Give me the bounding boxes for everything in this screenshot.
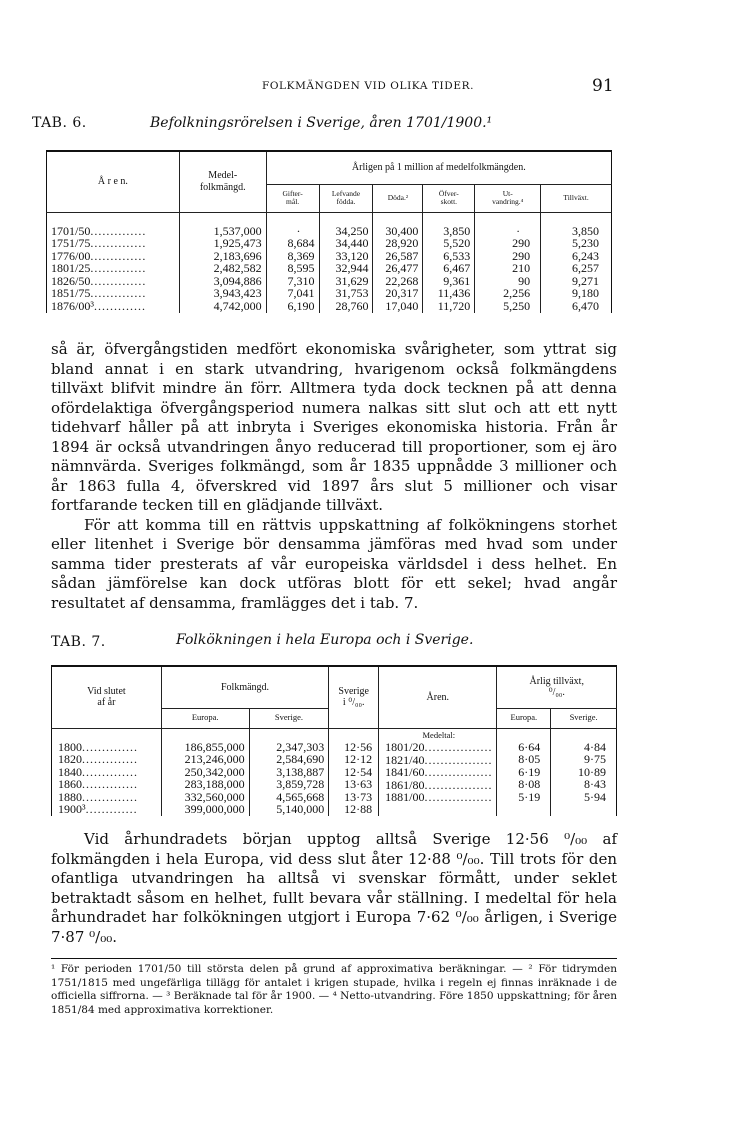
tab6-col-gifter: Gifter- mål. (266, 184, 319, 212)
page-number: 91 (592, 76, 614, 96)
tab6-gifter-col: · 8,684 8,369 8,595 7,310 7,041 6,190 (266, 212, 319, 313)
tab7-col-arlig-tillvaxt: Årlig tillväxt, ⁰/₀₀. (497, 666, 617, 708)
table-row: 1861/80................. (385, 777, 493, 792)
footnotes (51, 963, 617, 1017)
tab7-title: Folkökningen i hela Europa och i Sverige. (176, 632, 474, 648)
tab6-doda-col: 30,400 28,920 26,587 26,477 22,268 20,317 17,040 (373, 212, 423, 313)
tab7-europa-col: 186,855,000 213,246,000 250,342,000 283,188,000 332,560,000 399,000,000 (161, 728, 249, 816)
tab6-table (46, 150, 612, 313)
medeltal-label: Medeltal: (422, 729, 456, 740)
footnote-text: ¹ För perioden 1701/50 till största delen på grund af approximativa beräkningar. — ² För tidrymden 1751/1815 med ungefärliga tillägg för antalet i krigen stupade, hvilka i regeln ej finnas inräknade i de officiella siffrorna. — ³ Beräknade tal för år 1900. — ⁴ Netto-utvandring. Före 1850 uppskattning; för åren 1851/84 med approximativa korrektioner. (51, 963, 617, 1016)
table-row: 1801/20................. (385, 740, 493, 755)
paragraph-text: så är, öfvergångstiden medfört ekonomiska svårigheter, som yttrat sig bland annat i en stark utvandring, hvarigenom också folkmängdens tillväxt blifvit mindre än förr. Alltmera tyda dock tecknen på att denna ofördelaktiga öfvergångsperiod numera nalkas sitt slut och att ett nytt tidehvarf håller på att inbryta i Sveriges ekonomiska historia. Från år 1894 är också utvandringen ånyo reducerad till proportioner, som ej äro nämnvärda. Sveriges folkmängd, som år 1835 uppnådde 3 millioner och år 1863 fulla 4, öfverskred vid 1897 års slut 5 millioner och visar fortfarande tecken till en glädjande tillväxt. (51, 340, 617, 514)
paragraph-text: Vid århundradets början upptog alltså Sverige 12·56 ⁰/₀₀ af folkmängden i hela Europa, vid dess slut åter 12·88 ⁰/₀₀. Till trots för den ofantliga utvandringen ha alltså vi svenskar förmått, under seklet betraktadt såsom en helhet, fullt bevara vår ställning. I medeltal för hela århundradet har folkökningen utgjort i Europa 7·62 ⁰/₀₀ årligen, i Sverige 7·87 ⁰/₀₀. (51, 830, 617, 946)
running-title: FOLKMÄNGDEN VID OLIKA TIDER. (261, 80, 475, 92)
tab7-col-sverige-2: Sverige. (551, 708, 617, 728)
tab7-table (51, 665, 617, 816)
tab6-col-tillvaxt: Tillväxt. (541, 184, 612, 212)
tab7-sverige-col: 2,347,303 2,584,690 3,138,887 3,859,728 4,565,668 5,140,000 (249, 728, 329, 816)
tab7-col-sverige: Sverige. (249, 708, 329, 728)
table-row: 1751/75.............. (51, 236, 147, 251)
tab6-col-utvandring: Ut- vandring.⁴ (475, 184, 541, 212)
table-row: 1820.............. (58, 752, 138, 767)
tab6-tillvaxt-col: 3,850 5,230 6,243 6,257 9,271 9,180 6,470 (541, 212, 612, 313)
tab7-col-sverige-permille: Sverige i ⁰/₀₀. (329, 666, 379, 728)
table-row: 1821/40................. (385, 752, 493, 767)
tab6-col-ofverskott: Öfver- skott. (423, 184, 475, 212)
tab7-col-vid-slutet: Vid slutet af år (52, 666, 162, 728)
tab7-col-europa-2: Europa. (497, 708, 551, 728)
table-row: 1701/50.............. (51, 223, 147, 238)
body-paragraph-3 (51, 830, 617, 947)
tab6-col-lefvande: Lefvande födda. (319, 184, 373, 212)
tab6-group-header: Årligen på 1 million af medelfolkmängden. (266, 151, 611, 184)
footnote-rule (51, 958, 617, 959)
tab6-years-col (47, 212, 180, 313)
table-row: 1801/25.............. (51, 261, 147, 276)
tab7-year-col (52, 728, 162, 816)
table-row: 1876/00³............. (51, 299, 146, 314)
tab7-col-europa: Europa. (161, 708, 249, 728)
tab6-lefvande-col: 34,250 34,440 33,120 32,944 31,629 31,753 28,760 (319, 212, 373, 313)
table-row: 1826/50.............. (51, 273, 147, 288)
tab7-label: TAB. 7. (51, 634, 106, 650)
table-row: 1776/00.............. (51, 248, 147, 263)
table-row: 1860.............. (58, 777, 138, 792)
tab7-arlig-europa-col: 6·64 8·05 6·19 8·08 5·19 (497, 728, 551, 816)
table-row: 1841/60................. (385, 765, 493, 780)
tab7-col-folkmangd: Folkmängd. (161, 666, 328, 708)
table-row: 1851/75.............. (51, 286, 147, 301)
table-row: 1800.............. (58, 739, 138, 754)
tab6-medel-col: 1,537,000 1,925,473 2,183,696 2,482,582 3,094,886 3,943,423 4,742,000 (179, 212, 266, 313)
paragraph-text: För att komma till en rättvis uppskattning af folkökningens storhet eller litenhet i Sverige bör densamma jämföras med hvad som under samma tider presterats af vår europeiska världsdel i dess helhet. En sådan jämförelse kan dock utföras blott för ett sekel; hvad angår resultatet af densamma, framlägges det i tab. 7. (51, 515, 617, 612)
tab6-col-doda: Döda.² (373, 184, 423, 212)
tab7-permille-col: 12·56 12·12 12·54 13·63 13·73 12·88 (329, 728, 379, 816)
tab7-arlig-sverige-col: 4·84 9·75 10·89 8·43 5·94 (551, 728, 617, 816)
tab7-col-aren: Åren. (379, 666, 497, 728)
table-row: 1840.............. (58, 764, 138, 779)
table-row: 1880.............. (58, 789, 138, 804)
body-paragraph-1 (51, 340, 617, 613)
tab6-col-medel: Medel- folkmängd. (179, 151, 266, 212)
tab6-title: Befolkningsrörelsen i Sverige, åren 1701/1900.¹ (150, 115, 493, 131)
tab6-col-years: Å r e n. (47, 151, 180, 212)
tab6-label: TAB. 6. (32, 115, 87, 131)
tab6-utvandring-col: · 290 290 210 90 2,256 5,250 (475, 212, 541, 313)
table-row: 1881/00................. (385, 790, 493, 805)
tab7-aren-col (379, 728, 497, 816)
tab6-ofverskott-col: 3,850 5,520 6,533 6,467 9,361 11,436 11,720 (423, 212, 475, 313)
table-row: 1900³............. (58, 802, 138, 817)
